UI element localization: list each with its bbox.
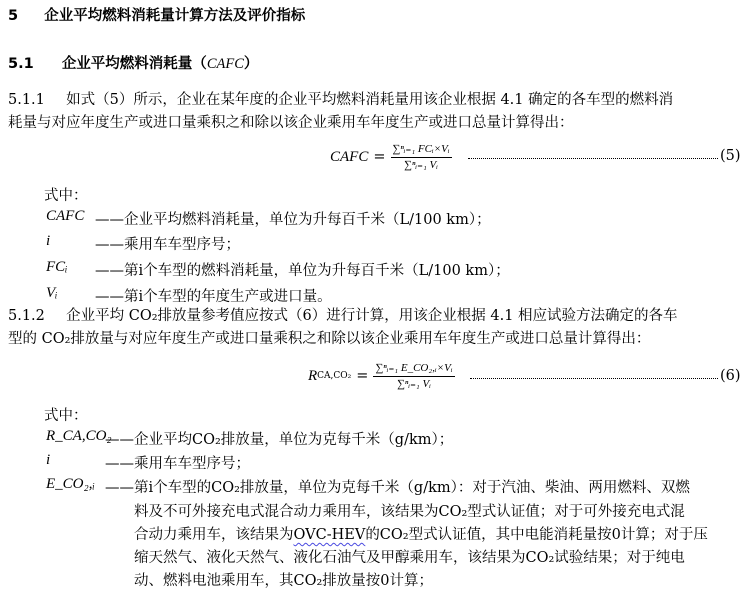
where-label: 式中：	[44, 408, 88, 424]
equation-lhs: CAFC	[330, 148, 369, 165]
where-continuation-line: 缩天然气、液化天然气、液化石油气及甲醇乘用车，该结果为CO₂试验结果；对于纯电	[134, 550, 685, 566]
where-symbol: CAFC	[46, 208, 85, 224]
where-symbol: FCᵢ	[46, 259, 68, 275]
continuation-text: 合动力乘用车，该结果为OVC-HEV的CO₂型式认证值，其中电能消耗量按0计算；对于压	[134, 527, 708, 543]
where-continuation-line: 动、燃料电池乘用车，其CO₂排放量按0计算；	[134, 573, 434, 589]
equation-equals: =	[373, 149, 386, 165]
equation-tag: (6)	[720, 368, 741, 384]
section-5-1-heading	[8, 52, 258, 73]
where-symbol: E_CO₂,ᵢ	[46, 476, 95, 492]
where-description: ——第i个车型的年度生产或进口量。	[95, 289, 332, 305]
paragraph-5-1-1	[8, 89, 673, 111]
paragraph-5-1-2	[8, 305, 678, 327]
where-symbol: i	[46, 452, 51, 468]
where-continuation-line	[134, 523, 708, 544]
where-description: ——第i个车型的CO₂排放量，单位为克每千米（g/km）：对于汽油、柴油、两用燃料、双燃	[105, 480, 690, 496]
paragraph-5-1-2-line-2: 型的 CO₂排放量与对应年度生产或进口量乘积之和除以该企业乘用车年度生产或进口总量计算得出：	[8, 331, 651, 347]
equation-fraction	[373, 362, 454, 391]
where-description: ——企业平均CO₂排放量，单位为克每千米（g/km）；	[105, 432, 454, 448]
section-title: 企业平均燃料消耗量（	[61, 56, 207, 72]
where-description: ——乘用车车型序号；	[95, 237, 240, 253]
where-description: ——第i个车型的燃料消耗量，单位为升每百千米（L/100 km）；	[95, 263, 510, 279]
equation-lhs: R	[308, 367, 318, 384]
where-description: ——企业平均燃料消耗量，单位为升每百千米（L/100 km）；	[95, 212, 491, 228]
equation-denominator: ∑ⁿᵢ₌₁ Vᵢ	[397, 377, 431, 390]
equation-5	[330, 140, 452, 174]
equation-equals: =	[356, 368, 369, 384]
where-symbol: i	[46, 233, 51, 249]
equation-numerator: ∑ⁿᵢ₌₁ E_CO₂,ᵢ×Vᵢ	[373, 362, 454, 377]
section-title: 企业平均燃料消耗量计算方法及评价指标	[44, 8, 306, 24]
spellcheck-underlined-word: OVC-HEV	[293, 527, 366, 543]
section-number: 5.1	[8, 56, 34, 72]
clause-number: 5.1.2	[8, 308, 45, 324]
paragraph-5-1-1-line-2: 耗量与对应年度生产或进口量乘积之和除以该企业乘用车年度生产或进口总量计算得出：	[8, 115, 574, 131]
section-abbr: CAFC	[206, 56, 244, 72]
paragraph-line-1: 企业平均 CO₂排放量参考值应按式（6）进行计算，用该企业根据 4.1 相应试验方法确定的各车	[66, 308, 678, 324]
section-5-heading	[8, 4, 305, 25]
where-continuation-line: 料及不可外接充电式混合动力乘用车，该结果为CO₂型式认证值；对于可外接充电式混	[134, 504, 685, 520]
equation-fraction	[391, 143, 452, 172]
where-symbol: R_CA,CO₂	[46, 428, 112, 444]
equation-denominator: ∑ⁿᵢ₌₁ Vᵢ	[404, 158, 438, 171]
where-label: 式中：	[44, 188, 88, 204]
clause-number: 5.1.1	[8, 92, 45, 108]
equation-tag: (5)	[720, 148, 741, 164]
paragraph-line-1: 如式（5）所示，企业在某年度的企业平均燃料消耗量用该企业根据 4.1 确定的各车型的燃料消	[66, 92, 674, 108]
equation-leader-dots	[468, 158, 718, 159]
equation-6	[308, 358, 455, 394]
section-number: 5	[8, 8, 19, 24]
equation-lhs-subscript: CA,CO₂	[317, 371, 352, 381]
where-symbol: Vᵢ	[46, 285, 58, 301]
section-title-close: ）	[243, 56, 259, 72]
equation-numerator: ∑ⁿᵢ₌₁ FCᵢ×Vᵢ	[391, 143, 452, 158]
equation-leader-dots	[470, 378, 718, 379]
where-description: ——乘用车车型序号；	[105, 456, 250, 472]
